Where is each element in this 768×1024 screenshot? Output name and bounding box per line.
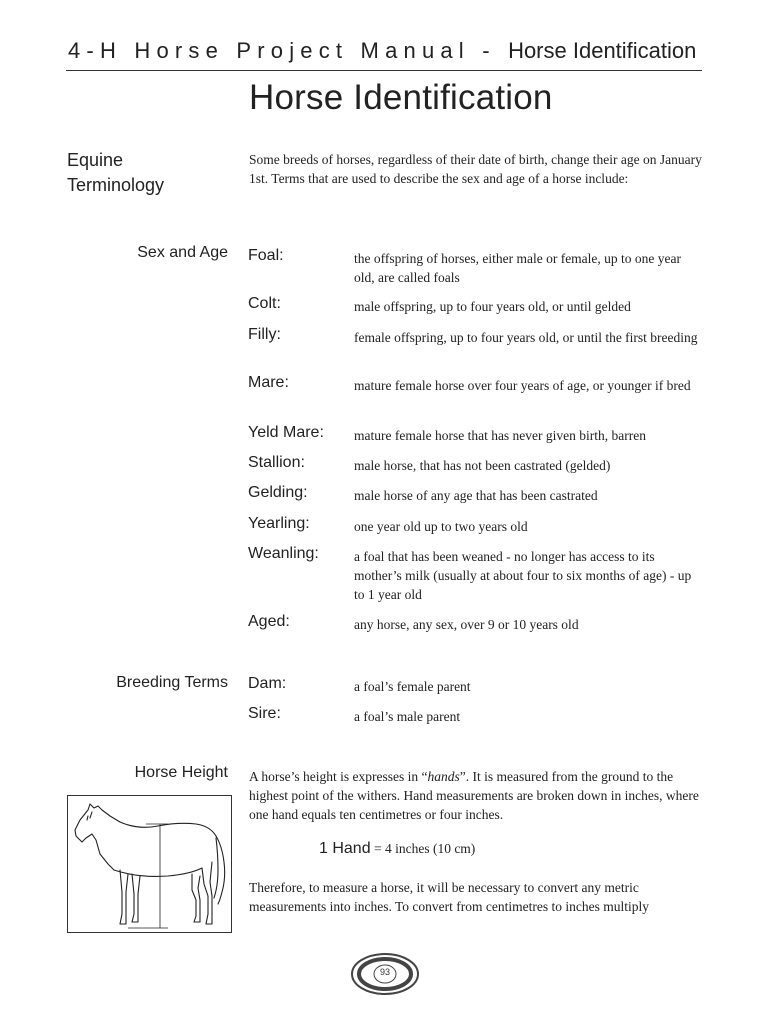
term-label: Foal: [248,247,284,264]
term-label: Weanling: [248,545,319,562]
term-definition: a foal’s female parent [354,679,471,694]
term-definition: female offspring, up to four years old, or until the first breeding [354,330,698,345]
term-label: Colt: [248,295,281,312]
running-header-spaced: 4-H Horse Project Manual - [68,38,496,63]
page-number: 93 [379,967,390,977]
hand-equation-rest: = 4 inches (10 cm) [370,841,476,856]
horse-height-paragraph [249,767,709,824]
para-text-after: ”. It is measured from the ground to the highest point of the withers. Hand measurements are broken down in inches, where one hand equals ten centimetres or four inches. [249,769,699,822]
section-label-line1: Equine [67,150,124,170]
term-definition: a foal’s male parent [354,709,461,724]
hand-equation-main: 1 Hand [319,840,371,857]
term-label: Gelding: [248,484,308,501]
hand-equation [319,838,475,858]
intro-paragraph: Some breeds of horses, regardless of their date of birth, change their age on January 1st. Terms that are used to describe the sex and age of a horse include: [249,152,702,186]
section-label-breeding-terms: Breeding Terms [116,674,228,691]
term-definition: a foal that has been weaned - no longer has access to its mother’s milk (usually at about four to six months of age) - up to 1 year old [354,549,692,602]
term-definition: mature female horse over four years of age, or younger if bred [354,378,691,393]
term-label: Mare: [248,374,289,391]
horse-icon [68,796,231,932]
term-label: Sire: [248,705,281,722]
section-label-sex-and-age: Sex and Age [137,244,228,261]
term-definition: one year old up to two years old [354,519,528,534]
term-label: Aged: [248,613,290,630]
para-emphasis: hands [427,769,460,784]
term-label: Yearling: [248,515,310,532]
term-label: Stallion: [248,454,305,471]
conversion-paragraph: Therefore, to measure a horse, it will be necessary to convert any metric measurements into inches. To convert from centimetres to inches multiply [249,880,649,914]
header-rule [66,70,702,71]
section-label-equine-terminology [67,148,164,198]
running-header [68,38,708,64]
term-label: Dam: [248,675,287,692]
page-title: Horse Identification [249,78,553,117]
term-definition: any horse, any sex, over 9 or 10 years old [354,617,579,632]
term-definition: male horse of any age that has been castrated [354,488,598,503]
term-label: Yeld Mare: [248,424,324,441]
term-definition: male horse, that has not been castrated (gelded) [354,458,611,473]
horse-height-illustration [67,795,232,933]
running-header-tail: Horse Identification [508,38,697,63]
term-definition: mature female horse that has never given birth, barren [354,428,647,443]
term-definition: the offspring of horses, either male or female, up to one year old, are called foals [354,251,682,285]
para-text-before: A horse’s height is expresses in “ [249,769,428,784]
section-label-horse-height: Horse Height [134,764,228,781]
section-label-line2: Terminology [67,175,165,195]
term-label: Filly: [248,326,281,343]
term-definition: male offspring, up to four years old, or until gelded [354,299,631,314]
